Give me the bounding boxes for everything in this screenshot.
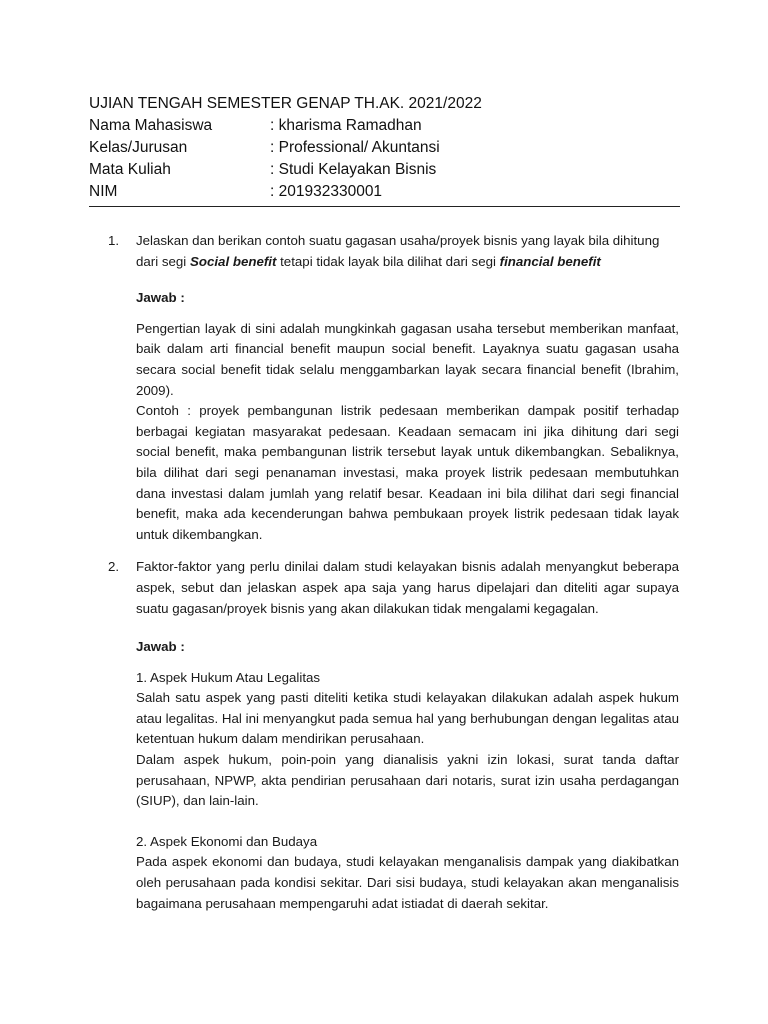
question-number: 2. <box>108 559 120 575</box>
question-emphasis: financial benefit <box>499 253 601 269</box>
question-text-part: tetapi tidak layak bila dilihat dari segi <box>276 253 500 269</box>
question-text-part: Jelaskan dan berikan contoh suatu gagasan usaha/proyek bisnis yang layak bila dihitung dari segi <box>136 233 660 269</box>
answer-label: Jawab : <box>136 290 185 306</box>
question-1 <box>108 231 679 272</box>
aspect-paragraph: Salah satu aspek yang pasti diteliti ketika studi kelayakan dilakukan adalah aspek hukum atau legalitas. Hal ini menyangkut pada semua hal yang berhubungan dengan legalitas atau ketentuan hukum dalam mendirikan perusahaan. <box>136 690 679 747</box>
header-row-name <box>89 115 680 137</box>
question-text <box>136 231 679 272</box>
header-row-course <box>89 159 680 181</box>
aspect-paragraph: Dalam aspek hukum, poin-poin yang dianalisis yakni izin lokasi, surat tanda daftar perusahaan, NPWP, akta pendirian perusahaan dari notaris, surat izin usaha perdagangan (SIUP), dan lain-lain. <box>136 752 679 809</box>
aspect-paragraph: Pada aspek ekonomi dan budaya, studi kelayakan menganalisis dampak yang diakibatkan oleh perusahaan pada kondisi sekitar. Dari sisi budaya, studi kelayakan akan menganalisis bagaimana perusahaan mempengaruhi adat istiadat di daerah sekitar. <box>136 854 679 911</box>
answer-2 <box>136 637 679 914</box>
document-content <box>108 231 679 914</box>
answer-paragraph: Pengertian layak di sini adalah mungkinkah gagasan usaha tersebut memberikan manfaat, baik dalam arti financial benefit maupun social benefit. Layaknya suatu gagasan usaha secara social benefit tidak selalu menggambarkan layak secara financial benefit (Ibrahim, 2009). <box>136 320 679 398</box>
question-text: Faktor-faktor yang perlu dinilai dalam studi kelayakan bisnis adalah menyangkut beberapa aspek, sebut dan jelaskan aspek apa saja yang harus dipelajari dan diteliti agar supaya suatu gagasan/proyek bisnis yang akan dilakukan tidak mengalami kegagalan. <box>136 559 679 616</box>
header-value: : Studi Kelayakan Bisnis <box>270 161 437 178</box>
question-2 <box>108 557 679 619</box>
spacer <box>136 812 679 832</box>
header-label: Nama Mahasiswa <box>89 117 213 134</box>
header-label: Kelas/Jurusan <box>89 139 188 156</box>
header-row-nim <box>89 181 680 203</box>
header-row-class <box>89 137 680 159</box>
header-label: NIM <box>89 183 118 200</box>
exam-header <box>89 93 680 207</box>
header-value: : kharisma Ramadhan <box>270 117 422 134</box>
header-value: : Professional/ Akuntansi <box>270 139 440 156</box>
answer-1 <box>136 288 679 545</box>
question-emphasis: Social benefit <box>189 253 277 269</box>
answer-label: Jawab : <box>136 639 185 655</box>
aspect-title: 2. Aspek Ekonomi dan Budaya <box>136 833 318 849</box>
exam-title: UJIAN TENGAH SEMESTER GENAP TH.AK. 2021/2022 <box>89 95 482 112</box>
spacer <box>108 545 679 557</box>
question-number: 1. <box>108 233 120 248</box>
header-value: : 201932330001 <box>270 183 383 200</box>
aspect-title: 1. Aspek Hukum Atau Legalitas <box>136 669 321 685</box>
header-label: Mata Kuliah <box>89 161 171 178</box>
answer-paragraph: Contoh : proyek pembangunan listrik pedesaan memberikan dampak positif terhadap berbagai kegiatan masyarakat pedesaan. Keadaan semacam ini jika dihitung dari segi social benefit, maka pembangunan listrik tersebut layak untuk dikembangkan. Sebaliknya, bila dilihat dari segi penanaman investasi, maka proyek listrik pedesaan membutuhkan dana investasi dalam jumlah yang relatif besar. Keadaan ini bila dilihat dari segi financial benefit, maka ada kecenderungan bahwa pembukaan proyek listrik pedesaan tidak layak untuk dikembangkan. <box>136 403 679 542</box>
